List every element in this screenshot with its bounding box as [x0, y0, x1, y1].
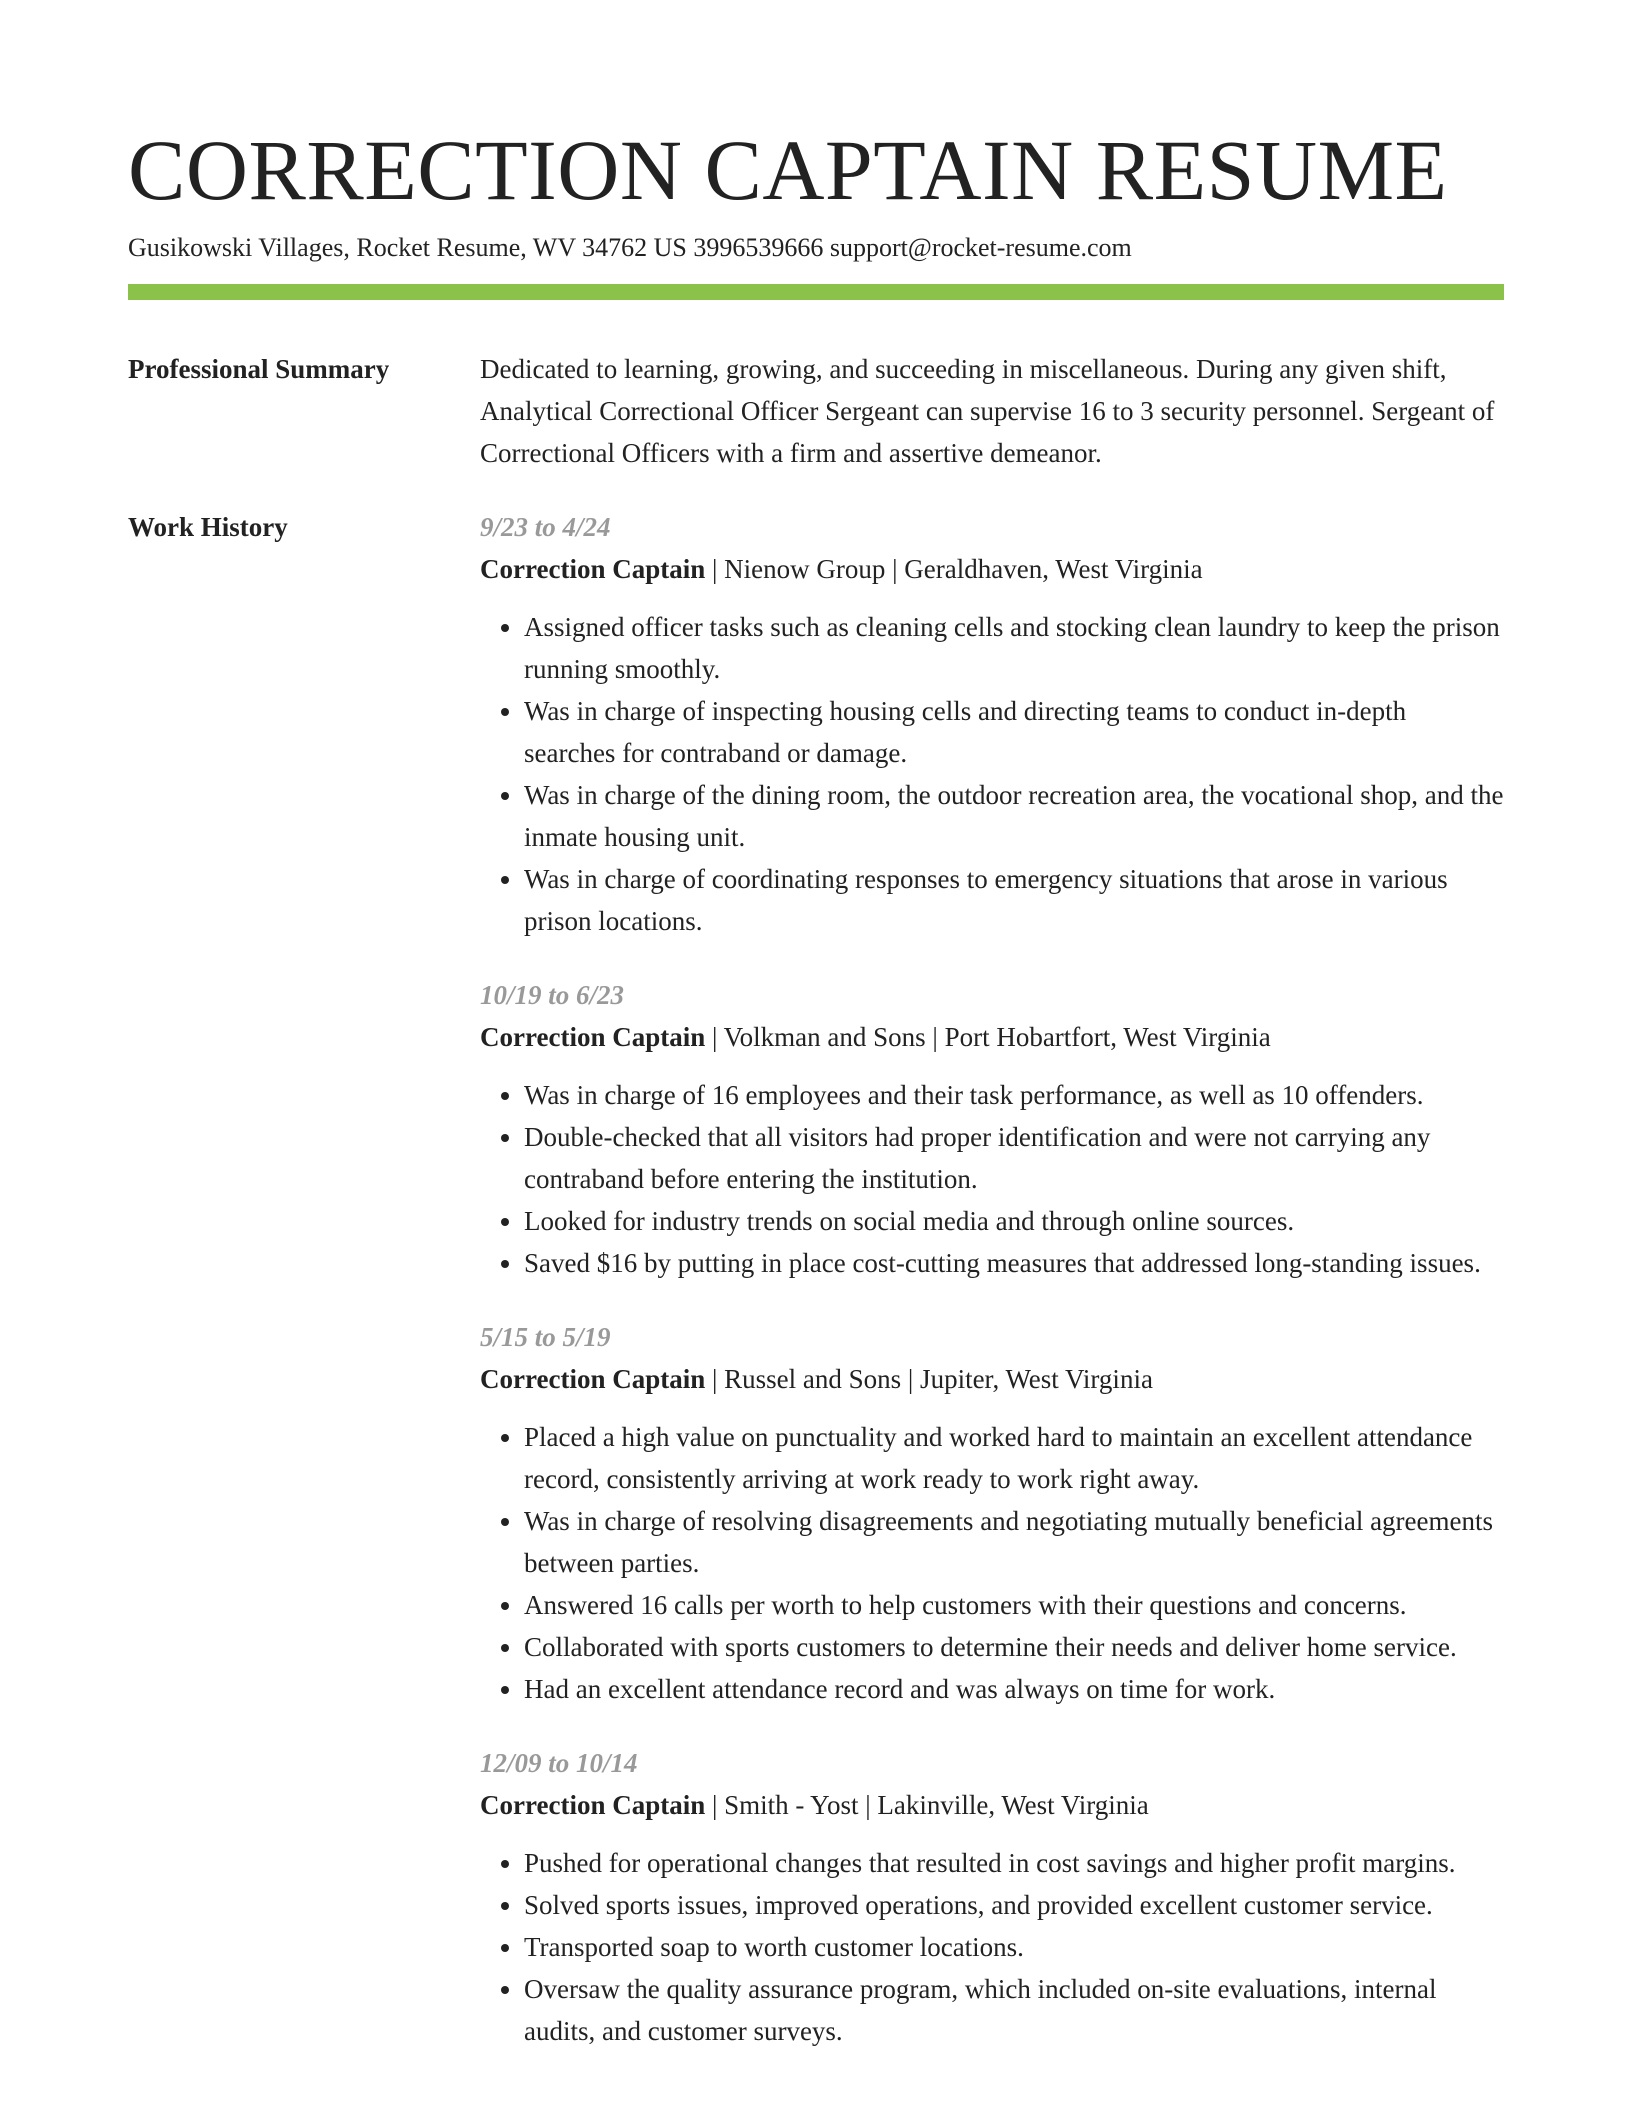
job-heading: [480, 1784, 1504, 1826]
job-title: Correction Captain: [480, 1790, 706, 1820]
summary-text: Dedicated to learning, growing, and succeeding in miscellaneous. During any given shift, Analytical Correctional Officer Sergeant can supervise 16 to 3 security personnel. Sergeant of Correctional Officers with a firm and assertive demeanor.: [480, 354, 1495, 468]
job-dates: 5/15 to 5/19: [480, 1322, 611, 1352]
job-entry: [480, 974, 1504, 1284]
bullet-item: • Placed a high value on punctuality and worked hard to maintain an excellent attendance record, consistently arriving at work ready to work right away.: [524, 1416, 1504, 1500]
job-entry: [480, 1316, 1504, 1710]
section-body: [480, 348, 1504, 474]
job-title: Correction Captain: [480, 1022, 706, 1052]
job-heading: [480, 1016, 1504, 1058]
bullet-item: • Double-checked that all visitors had proper identification and were not carrying any contraband before entering the institution.: [524, 1116, 1504, 1200]
bullet-item: • Pushed for operational changes that resulted in cost savings and higher profit margins.: [524, 1842, 1504, 1884]
job-employer-location: | Russel and Sons | Jupiter, West Virginia: [705, 1364, 1153, 1394]
contact-line: Gusikowski Villages, Rocket Resume, WV 34762 US 3996539666 support@rocket-resume.com: [128, 233, 1132, 262]
job-heading: [480, 548, 1504, 590]
job-dates: 12/09 to 10/14: [480, 1748, 638, 1778]
job-employer-location: | Smith - Yost | Lakinville, West Virginia: [705, 1790, 1149, 1820]
job-title: Correction Captain: [480, 1364, 706, 1394]
job-entry: [480, 506, 1504, 942]
bullet-item: • Transported soap to worth customer locations.: [524, 1926, 1504, 1968]
job-heading: [480, 1358, 1504, 1400]
bullet-item: • Oversaw the quality assurance program, which included on-site evaluations, internal audits, and customer surveys.: [524, 1968, 1504, 2052]
resume-page: [128, 0, 1504, 2084]
job-bullets: [480, 1074, 1504, 1284]
section-label: Work History: [128, 512, 288, 542]
bullet-item: • Saved $16 by putting in place cost-cutting measures that addressed long-standing issues.: [524, 1242, 1504, 1284]
bullet-item: • Was in charge of the dining room, the outdoor recreation area, the vocational shop, and the inmate housing unit.: [524, 774, 1504, 858]
job-bullets: [480, 606, 1504, 942]
work-history-section: [128, 506, 1504, 2084]
accent-divider: [128, 284, 1504, 300]
job-employer-location: | Volkman and Sons | Port Hobartfort, West Virginia: [705, 1022, 1271, 1052]
bullet-item: • Looked for industry trends on social media and through online sources.: [524, 1200, 1504, 1242]
job-employer-location: | Nienow Group | Geraldhaven, West Virginia: [705, 554, 1203, 584]
bullet-item: • Was in charge of resolving disagreements and negotiating mutually beneficial agreements between parties.: [524, 1500, 1504, 1584]
section-label: Professional Summary: [128, 354, 390, 384]
bullet-item: • Answered 16 calls per worth to help customers with their questions and concerns.: [524, 1584, 1504, 1626]
job-title: Correction Captain: [480, 554, 706, 584]
job-bullets: [480, 1416, 1504, 1710]
bullet-item: • Solved sports issues, improved operations, and provided excellent customer service.: [524, 1884, 1504, 1926]
jobs-list: [480, 506, 1504, 2084]
bullet-item: • Was in charge of coordinating responses to emergency situations that arose in various prison locations.: [524, 858, 1504, 942]
bullet-item: • Had an excellent attendance record and was always on time for work.: [524, 1668, 1504, 1710]
resume-title: CORRECTION CAPTAIN RESUME: [128, 122, 1448, 218]
job-bullets: [480, 1842, 1504, 2052]
job-dates: 10/19 to 6/23: [480, 980, 625, 1010]
bullet-item: • Collaborated with sports customers to determine their needs and deliver home service.: [524, 1626, 1504, 1668]
job-entry: [480, 1742, 1504, 2052]
bullet-item: • Was in charge of inspecting housing cells and directing teams to conduct in-depth searches for contraband or damage.: [524, 690, 1504, 774]
bullet-item: • Assigned officer tasks such as cleaning cells and stocking clean laundry to keep the prison running smoothly.: [524, 606, 1504, 690]
job-dates: 9/23 to 4/24: [480, 512, 611, 542]
bullet-item: • Was in charge of 16 employees and their task performance, as well as 10 offenders.: [524, 1074, 1504, 1116]
professional-summary-section: [128, 348, 1504, 474]
